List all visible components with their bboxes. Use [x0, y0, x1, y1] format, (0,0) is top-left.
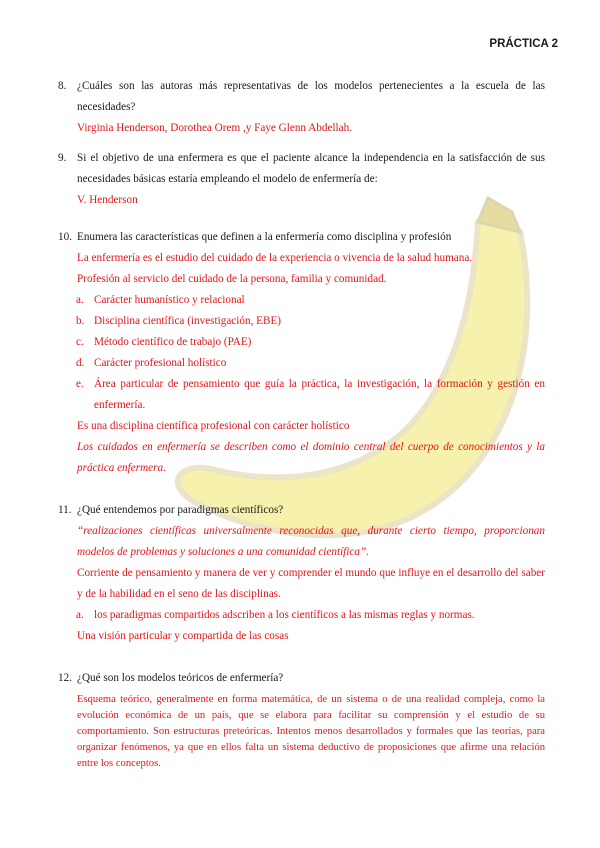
list-marker: a.	[76, 294, 84, 306]
list-item-text: Disciplina científica (investigación, EBE)	[94, 315, 282, 327]
answer-italic-paragraph	[77, 437, 545, 479]
list-item	[76, 374, 545, 416]
list-item	[76, 605, 545, 626]
answer-quote: “realizaciones científicas universalmente reconocidas que, durante cierto tiempo, proporcionan modelos de problemas y soluciones a una comunidad científica”.	[77, 525, 545, 558]
answer-text: Corriente de pensamiento y manera de ver y comprender el mundo que influye en el desarrollo del saber y de la habilidad en el seno de las disciplinas.	[77, 567, 545, 600]
answer-text: La enfermería es el estudio del cuidado de la experiencia o vivencia de la salud humana.	[77, 252, 473, 264]
answer-period: .	[163, 462, 166, 474]
question-8	[58, 76, 545, 139]
list-item-text: los paradigmas compartidos adscriben a los científicos a las mismas reglas y normas.	[94, 609, 475, 621]
list-item-text: Área particular de pensamiento que guía la práctica, la investigación, la formación y gestión en enfermería.	[94, 378, 545, 411]
question-text: ¿Cuáles son las autoras más representativas de los modelos pertenecientes a la escuela de las necesidades?	[77, 80, 545, 113]
question-number: 8.	[58, 80, 67, 92]
list-item-text: Carácter profesional holístico	[94, 357, 227, 369]
answer-text: Virginia Henderson, Dorothea Orem ,y Faye Glenn Abdellah.	[77, 122, 353, 134]
list-item-text: Carácter humanístico y relacional	[94, 294, 245, 306]
answer-text: V. Henderson	[77, 194, 138, 206]
question-number: 12.	[58, 672, 72, 684]
answer-text: Es una disciplina científica profesional con carácter holístico	[77, 420, 350, 432]
answer-text: Una visión particular y compartida de las cosas	[77, 630, 289, 642]
question-9	[58, 148, 545, 211]
list-item	[76, 290, 545, 311]
question-10	[58, 227, 545, 479]
question-text: Si el objetivo de una enfermera es que el paciente alcance la independencia en la satisfacción de sus necesidades básicas estaría empleando el modelo de enfermería de:	[77, 152, 545, 185]
list-item	[76, 332, 545, 353]
question-11	[58, 500, 545, 647]
question-text: ¿Qué son los modelos teóricos de enfermería?	[77, 672, 284, 684]
answer-text: Esquema teórico, generalmente en forma matemática, de un sistema o de una realidad compleja, como la evolución económica de un país, que se elabora para facilitar su comprensión y el estudio de su comportamiento. Son estructuras preteóricas. Intentos menos desarrollados y formales que las teorías, para organizar fenómenos, ya que en ellos falta un sistema deductivo de proposiciones que afirme una relación entre los conceptos.	[77, 694, 545, 769]
list-item-text: Método científico de trabajo (PAE)	[94, 336, 252, 348]
list-item	[76, 311, 545, 332]
list-item	[76, 353, 545, 374]
question-number: 10.	[58, 231, 72, 243]
list-marker: b.	[76, 315, 85, 327]
list-marker: a.	[76, 609, 84, 621]
page-header: PRÁCTICA 2	[489, 38, 558, 50]
list-marker: c.	[76, 336, 84, 348]
question-12	[58, 668, 545, 772]
answer-text: Profesión al servicio del cuidado de la persona, familia y comunidad.	[77, 273, 387, 285]
list-marker: d.	[76, 357, 85, 369]
question-text: Enumera las características que definen a la enfermería como disciplina y profesión	[77, 231, 452, 243]
question-text: ¿Qué entendemos por paradigmas científicos?	[77, 504, 284, 516]
question-number: 11.	[58, 504, 72, 516]
question-number: 9.	[58, 152, 67, 164]
list-marker: e.	[76, 378, 84, 390]
answer-italic-text: Los cuidados en enfermería se describen como el dominio central del cuerpo de conocimientos y la práctica enfermera	[77, 441, 545, 474]
